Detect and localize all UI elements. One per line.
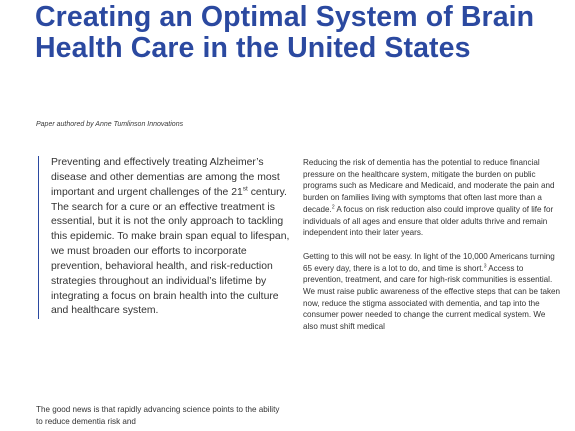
footnote-ref-2: 2: [331, 204, 335, 211]
right-column: [303, 157, 561, 333]
author-byline: Paper authored by Anne Tumlinson Innovations: [36, 121, 184, 128]
right-paragraph-1: [303, 157, 561, 239]
right-p1-text-end: A focus on risk reduction also could improve quality of life for individuals of all ages and ensure that older adults thrive and remain independent into their later years.: [303, 204, 554, 238]
right-p1-text-start: Reducing the risk of dementia has the potential to reduce financial pressure on the healthcare system, mitigate the burden on public programs such as Medicare and Medicaid, and moderate the pain and burden on families living with symptoms that often last more than a decade.: [303, 158, 555, 214]
right-paragraph-2: [303, 251, 561, 333]
right-p2-text-end: Access to prevention, treatment, and care for high-risk communities is essential. We must raise public awareness of the effective steps that can be taken now, reduce the stigma associated with dementia, and tap into the consumer power needed to change the current medical system. We also must shift medical: [303, 263, 561, 332]
intro-superscript: st: [242, 185, 248, 193]
intro-pull-paragraph: [38, 156, 292, 319]
page-title: Creating an Optimal System of Brain Health Care in the United States: [35, 1, 535, 64]
left-column: [36, 156, 292, 426]
left-body-paragraph: The good news is that rapidly advancing science points to the ability to reduce dementia risk and: [36, 405, 280, 426]
footnote-ref-3: 3: [483, 262, 487, 269]
intro-text-end: century. The search for a cure or an effective treatment is essential, but it is not the only approach to tackling this epidemic. To make brain span equal to lifespan, we must broaden our efforts to incorporate prevention, behavioral health, and risk-reduction strategies throughout an individual’s lifetime by integrating a focus on brain health into the culture and healthcare system.: [51, 186, 290, 317]
right-p2-text-start: Getting to this will not be easy. In light of the 10,000 Americans turning 65 every day, there is a lot to do, and time is short.: [303, 251, 555, 273]
intro-text-start: Preventing and effectively treating Alzheimer’s disease and other dementias are among the most important and urgent challenges of the 21: [51, 157, 280, 198]
